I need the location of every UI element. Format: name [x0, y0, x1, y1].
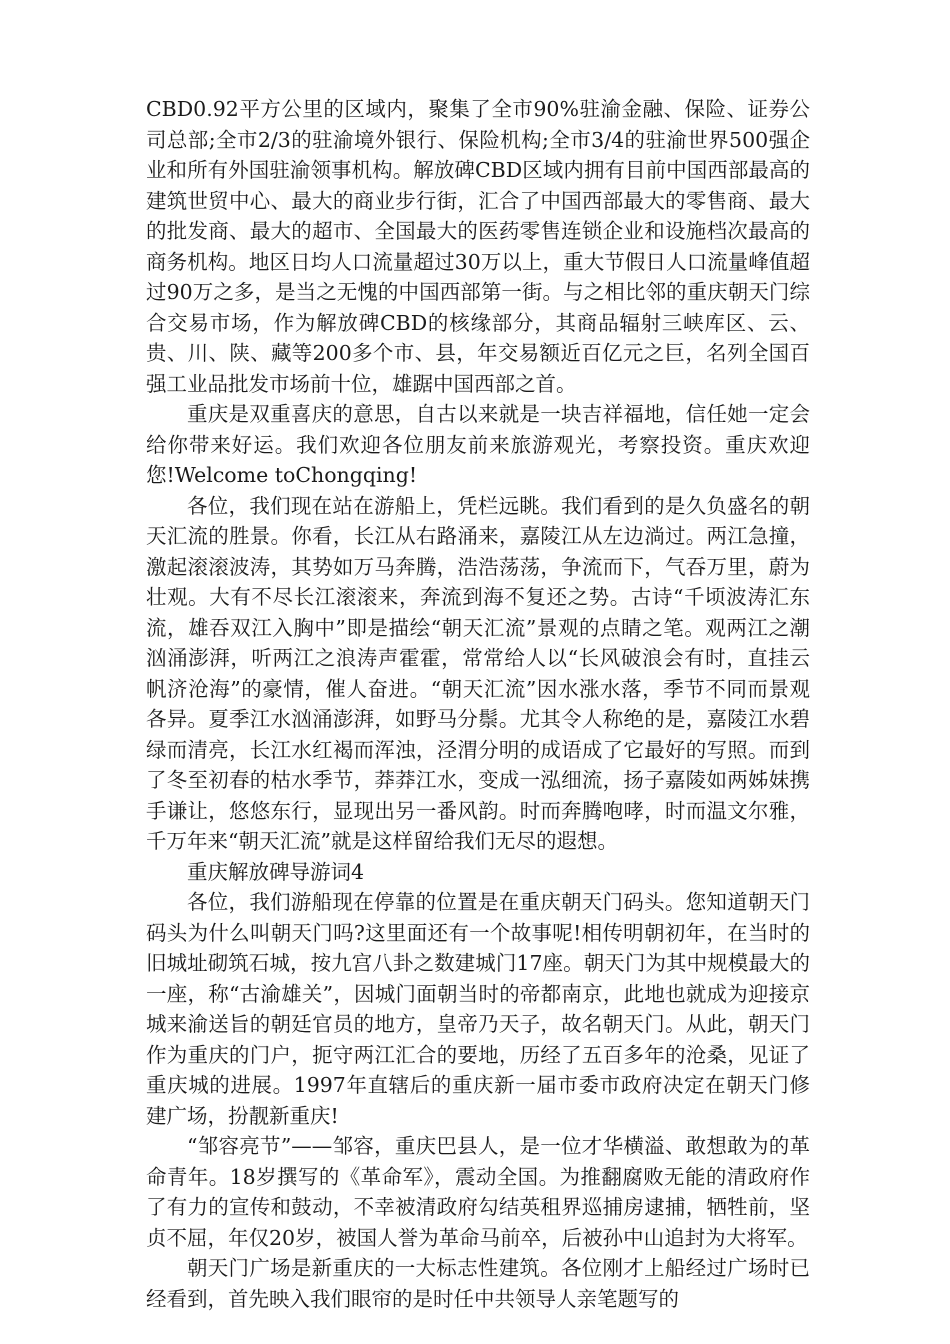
paragraph-zou-rong: “邹容亮节”——邹容，重庆巴县人，是一位才华横溢、敢想敢为的革命青年。18岁撰写的《革命军》，震动全国。为推翻腐败无能的清政府作了有力的宣传和鼓动，不幸被清政府勾结英租界巡捕房逮捕，牺牲前，坚贞不屈，年仅20岁，被国人誉为革命马前卒，后被孙中山追封为大将军。: [146, 1134, 810, 1250]
paragraph-chaotianmen-square: 朝天门广场是新重庆的一大标志性建筑。各位刚才上船经过广场时已经看到，首先映入我们眼帘的是时任中共领导人亲笔题写的: [146, 1256, 810, 1311]
document-page: [146, 94, 810, 1314]
paragraph-welcome: 重庆是双重喜庆的意思，自古以来就是一块吉祥福地，信任她一定会给你带来好运。我们欢迎各位朋友前来旅游观光，考察投资。重庆欢迎您!Welcome toChongqing!: [146, 402, 810, 487]
paragraph-chaotianmen-dock: 各位，我们游船现在停靠的位置是在重庆朝天门码头。您知道朝天门码头为什么叫朝天门吗?这里面还有一个故事呢!相传明朝初年，在当时的旧城址砌筑石城，按九宫八卦之数建城门17座。朝天门为其中规模最大的一座，称“古渝雄关”，因城门面朝当时的帝都南京，此地也就成为迎接京城来渝送旨的朝廷官员的地方，皇帝乃天子，故名朝天门。从此，朝天门作为重庆的门户，扼守两江汇合的要地，历经了五百多年的沧桑，见证了重庆城的进展。1997年直辖后的重庆新一届市委市政府决定在朝天门修建广场，扮靓新重庆!: [146, 890, 810, 1128]
paragraph-chaotian-confluence: 各位，我们现在站在游船上，凭栏远眺。我们看到的是久负盛名的朝天汇流的胜景。你看，长江从右路涌来，嘉陵江从左边淌过。两江急撞，激起滚滚波涛，其势如万马奔腾，浩浩荡荡，争流而下，气吞万里，蔚为壮观。大有不尽长江滚滚来，奔流到海不复还之势。古诗“千顷波涛汇东流，雄吞双江入胸中”即是描绘“朝天汇流”景观的点睛之笔。观两江之潮汹涌澎湃，听两江之浪涛声霍霍，常常给人以“长风破浪会有时，直挂云帆济沧海”的豪情，催人奋进。“朝天汇流”因水涨水落，季节不同而景观各异。夏季江水汹涌澎湃，如野马分鬃。尤其令人称绝的是，嘉陵江水碧绿而清亮，长江水红褐而浑浊，泾渭分明的成语成了它最好的写照。而到了冬至初春的枯水季节，莽莽江水，变成一泓细流，扬子嘉陵如两姊妹携手谦让，悠悠东行，显现出另一番风韵。时而奔腾咆哮，时而温文尔雅，千万年来“朝天汇流”就是这样留给我们无尽的遐想。: [146, 493, 810, 853]
section-heading: 重庆解放碑导游词4: [187, 859, 365, 884]
paragraph-cbd-overview: CBD0.92平方公里的区域内，聚集了全市90%驻渝金融、保险、证券公司总部;全市2/3的驻渝境外银行、保险机构;全市3/4的驻渝世界500强企业和所有外国驻渝领事机构。解放碑CBD区域内拥有目前中国西部最高的建筑世贸中心、最大的商业步行街，汇合了中国西部最大的零售商、最大的批发商、最大的超市、全国最大的医药零售连锁企业和设施档次最高的商务机构。地区日均人口流量超过30万以上，重大节假日人口流量峰值超过90万之多，是当之无愧的中国西部第一街。与之相比邻的重庆朝天门综合交易市场，作为解放碑CBD的核缘部分，其商品辐射三峡库区、云、贵、川、陕、藏等200多个市、县，年交易额近百亿元之巨，名列全国百强工业品批发市场前十位，雄踞中国西部之首。: [146, 97, 810, 396]
